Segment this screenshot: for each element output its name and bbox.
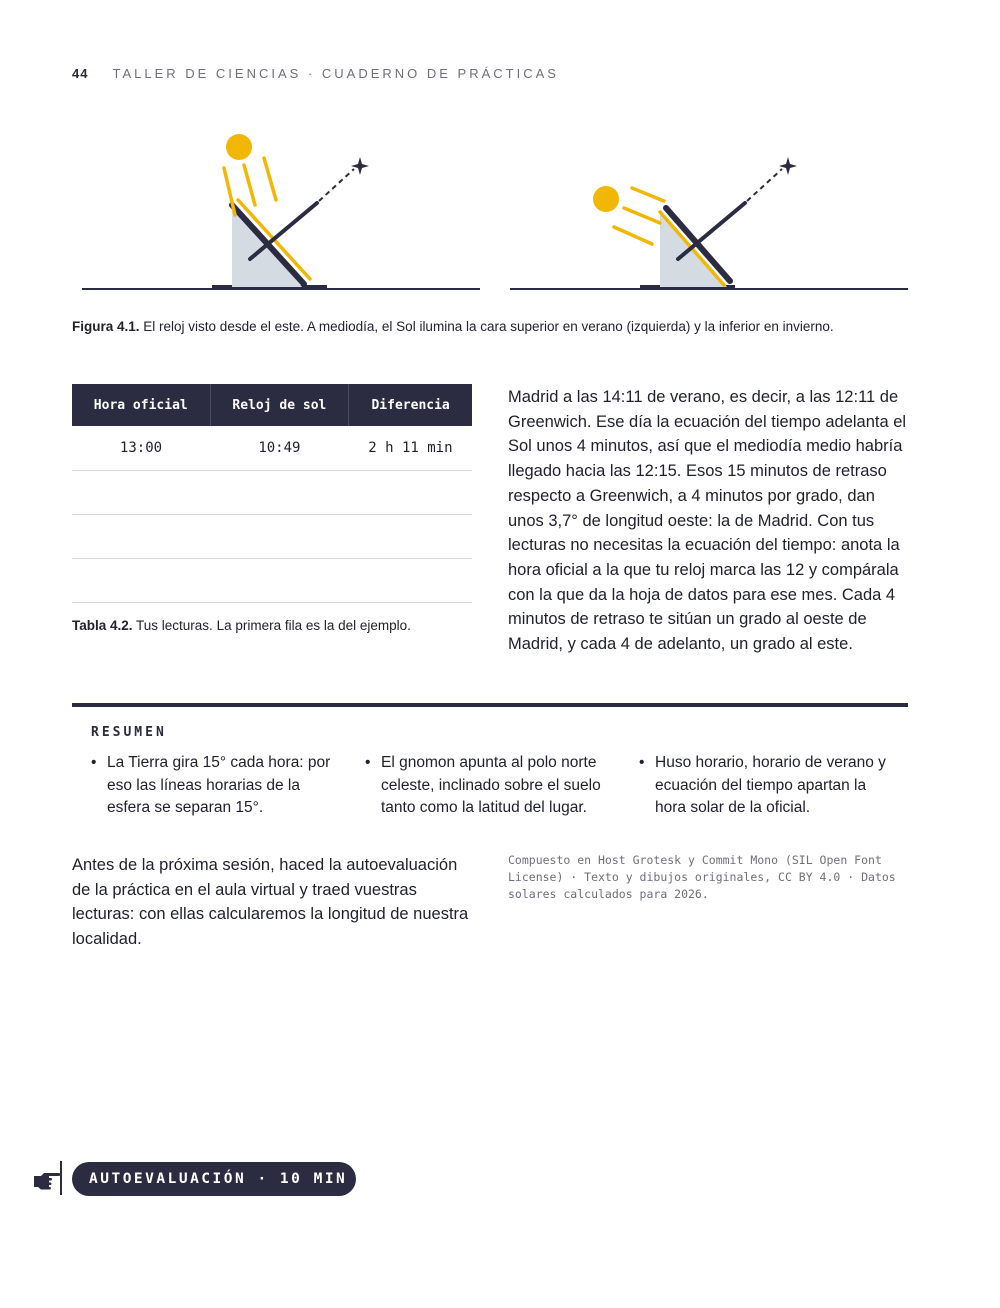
table-row	[72, 470, 472, 514]
table-cell	[210, 514, 349, 558]
colophon: Compuesto en Host Grotesk y Commit Mono (SIL Open Font License) · Texto y dibujos originales, CC BY 4.0 · Datos solares calculados para 2026.	[508, 853, 896, 901]
polar-axis-dashed	[747, 169, 782, 201]
table-cell	[349, 514, 472, 558]
hand-divider	[60, 1161, 62, 1195]
table-cell	[210, 470, 349, 514]
pointing-hand-icon	[32, 1165, 62, 1195]
sun-ray	[264, 158, 276, 200]
summary-item	[365, 752, 625, 820]
table-cell	[72, 470, 210, 514]
table-row	[72, 558, 472, 602]
table-cell: 10:49	[210, 426, 349, 470]
table-caption	[72, 618, 411, 633]
table-cell	[349, 558, 472, 602]
table-caption-label: Tabla 4.2.	[72, 618, 133, 633]
closing-paragraph: Antes de la próxima sesión, haced la autoevaluación de la práctica en el aula virtual y traed vuestras lecturas: con ellas calcularemos la longitud de nuestra localidad.	[72, 856, 469, 949]
sun-ray	[614, 227, 652, 244]
table-cell: 13:00	[72, 426, 210, 470]
header-official-time: Hora oficial	[72, 384, 210, 426]
summary-title: RESUMEN	[91, 725, 167, 740]
polaris-star-icon	[779, 157, 797, 175]
page-number: 44	[72, 66, 89, 81]
polaris-star-icon	[351, 157, 369, 175]
table-cell	[72, 514, 210, 558]
header-difference: Diferencia	[349, 384, 472, 426]
table-cell	[210, 558, 349, 602]
bullet-icon: •	[91, 754, 97, 771]
table-caption-text: Tus lecturas. La primera fila es la del ejemplo.	[132, 618, 411, 633]
sundial-figure	[72, 110, 912, 300]
figure-caption-label: Figura 4.1.	[72, 319, 140, 334]
running-title: TALLER DE CIENCIAS · CUADERNO DE PRÁCTICAS	[112, 66, 559, 81]
self-assessment-badge: AUTOEVALUACIÓN · 10 MIN	[72, 1162, 356, 1196]
figure-caption	[72, 319, 922, 334]
running-head	[72, 66, 559, 81]
body-paragraph: Madrid a las 14:11 de verano, es decir, a las 12:11 de Greenwich. Ese día la ecuación del tiempo adelanta el Sol unos 4 minutos, así que el mediodía medio habría llegado hacia las 12:15. Esos 15 minutos de retraso respecto a Greenwich, a 4 minutos por grado, dan unos 3,7° de longitud oeste: la de Madrid. Con tus lecturas no necesitas la ecuación del tiempo: anota la hora oficial a la que tu reloj marca las 12 y compárala con la que da la hoja de datos para ese mes. Cada 4 minutos de retraso te sitúan un grado al oeste de Madrid, y cada 4 de adelanto, un grado al este.	[508, 388, 907, 654]
figure-caption-text: El reloj visto desde el este. A mediodía, el Sol ilumina la cara superior en verano (izquierda) y la inferior en invierno.	[139, 319, 834, 334]
summary-item	[639, 752, 899, 820]
header-sundial-time: Reloj de sol	[210, 384, 349, 426]
table-cell	[349, 470, 472, 514]
table-cell: 2 h 11 min	[349, 426, 472, 470]
table-row	[72, 426, 472, 470]
readings-table	[72, 384, 472, 603]
table-row	[72, 514, 472, 558]
sundial-summer-diagram	[82, 134, 480, 289]
table-cell	[72, 558, 210, 602]
sun-ray	[224, 168, 235, 215]
summary-item	[91, 752, 341, 820]
sun-ray	[632, 188, 664, 201]
summary-item-text: La Tierra gira 15° cada hora: por eso las líneas horarias de la esfera se separan 15°.	[107, 754, 331, 816]
bullet-icon: •	[365, 754, 371, 771]
sun-icon	[226, 134, 252, 160]
summary-divider	[72, 703, 908, 707]
sundial-winter-diagram	[510, 157, 908, 289]
sun-ray	[624, 208, 660, 223]
sun-ray	[244, 165, 255, 205]
table-header-row	[72, 384, 472, 426]
summary-item-text: El gnomon apunta al polo norte celeste, inclinado sobre el suelo tanto como la latitud del lugar.	[381, 754, 601, 816]
bullet-icon: •	[639, 754, 645, 771]
summary-item-text: Huso horario, horario de verano y ecuación del tiempo apartan la hora solar de la oficial.	[655, 754, 886, 816]
polar-axis-dashed	[319, 169, 354, 201]
sun-icon	[593, 186, 619, 212]
